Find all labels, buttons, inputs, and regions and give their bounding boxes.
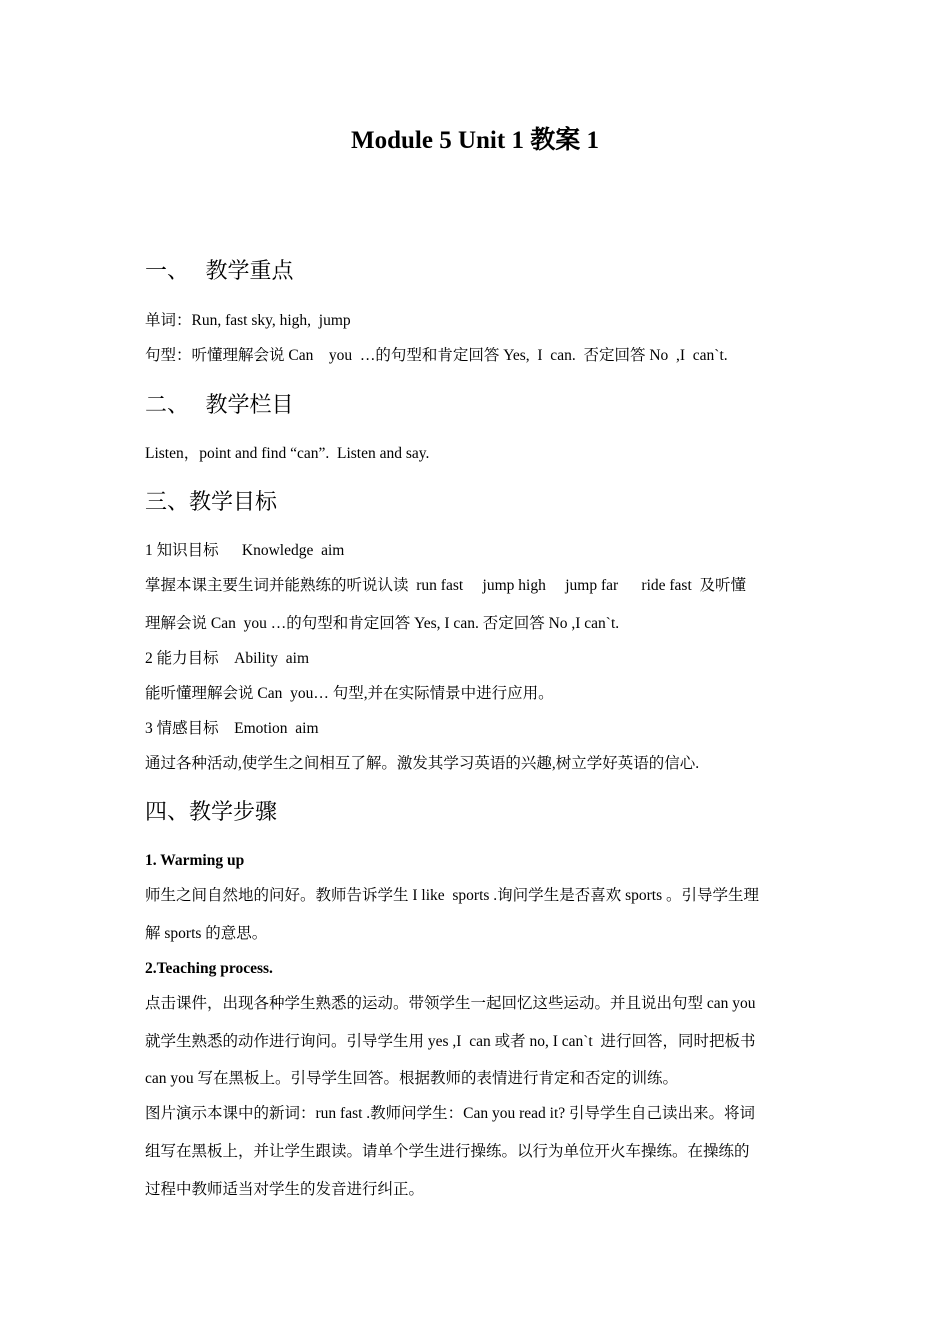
- section-heading-goals: 三、教学目标: [145, 489, 278, 514]
- aim3-label: 3 情感目标 Emotion aim: [145, 720, 319, 737]
- step1-line2: 解 sports 的意思。: [145, 925, 268, 942]
- step2-line3: can you 写在黑板上。引导学生回答。根据教师的表情进行肯定和否定的训练。: [145, 1070, 679, 1087]
- words-line: 单词：Run, fast sky, high, jump: [145, 312, 351, 329]
- section-heading-key-points: 一、 教学重点: [145, 258, 294, 283]
- step2-line1: 点击课件，出现各种学生熟悉的运动。带领学生一起回忆这些运动。并且说出句型 can you: [145, 995, 756, 1012]
- step2-line6: 过程中教师适当对学生的发音进行纠正。: [145, 1181, 425, 1198]
- columns-text: Listen，point and find “can”. Listen and say.: [145, 445, 430, 462]
- step2-line2: 就学生熟悉的动作进行询问。引导学生用 yes ,I can 或者 no, I can`t 进行回答，同时把板书: [145, 1033, 756, 1050]
- step2-line5: 组写在黑板上，并让学生跟读。请单个学生进行操练。以行为单位开火车操练。在操练的: [145, 1143, 750, 1160]
- aim2-text: 能听懂理解会说 Can you… 句型,并在实际情景中进行应用。: [145, 685, 554, 702]
- aim3-text: 通过各种活动,使学生之间相互了解。激发其学习英语的兴趣,树立学好英语的信心.: [145, 755, 700, 772]
- step2-label: 2.Teaching process.: [145, 960, 273, 977]
- step1-label: 1. Warming up: [145, 852, 245, 869]
- aim1-text-line2: 理解会说 Can you …的句型和肯定回答 Yes, I can. 否定回答 No ,I can`t.: [145, 615, 620, 632]
- sentence-line: 句型：听懂理解会说 Can you …的句型和肯定回答 Yes, I can. 否定回答 No ,I can`t.: [145, 347, 728, 364]
- step1-line1: 师生之间自然地的问好。教师告诉学生 I like sports .询问学生是否喜欢 sports 。引导学生理: [145, 887, 759, 904]
- step2-line4: 图片演示本课中的新词：run fast .教师问学生：Can you read it? 引导学生自己读出来。将词: [145, 1105, 756, 1122]
- section-heading-columns: 二、 教学栏目: [145, 392, 294, 417]
- aim1-label: 1 知识目标 Knowledge aim: [145, 542, 345, 559]
- aim1-text-line1: 掌握本课主要生词并能熟练的听说认读 run fast jump high jump far ride fast 及听懂: [145, 577, 747, 594]
- section-heading-steps: 四、教学步骤: [145, 799, 278, 824]
- aim2-label: 2 能力目标 Ability aim: [145, 650, 310, 667]
- document-title: Module 5 Unit 1 教案 1: [351, 127, 599, 154]
